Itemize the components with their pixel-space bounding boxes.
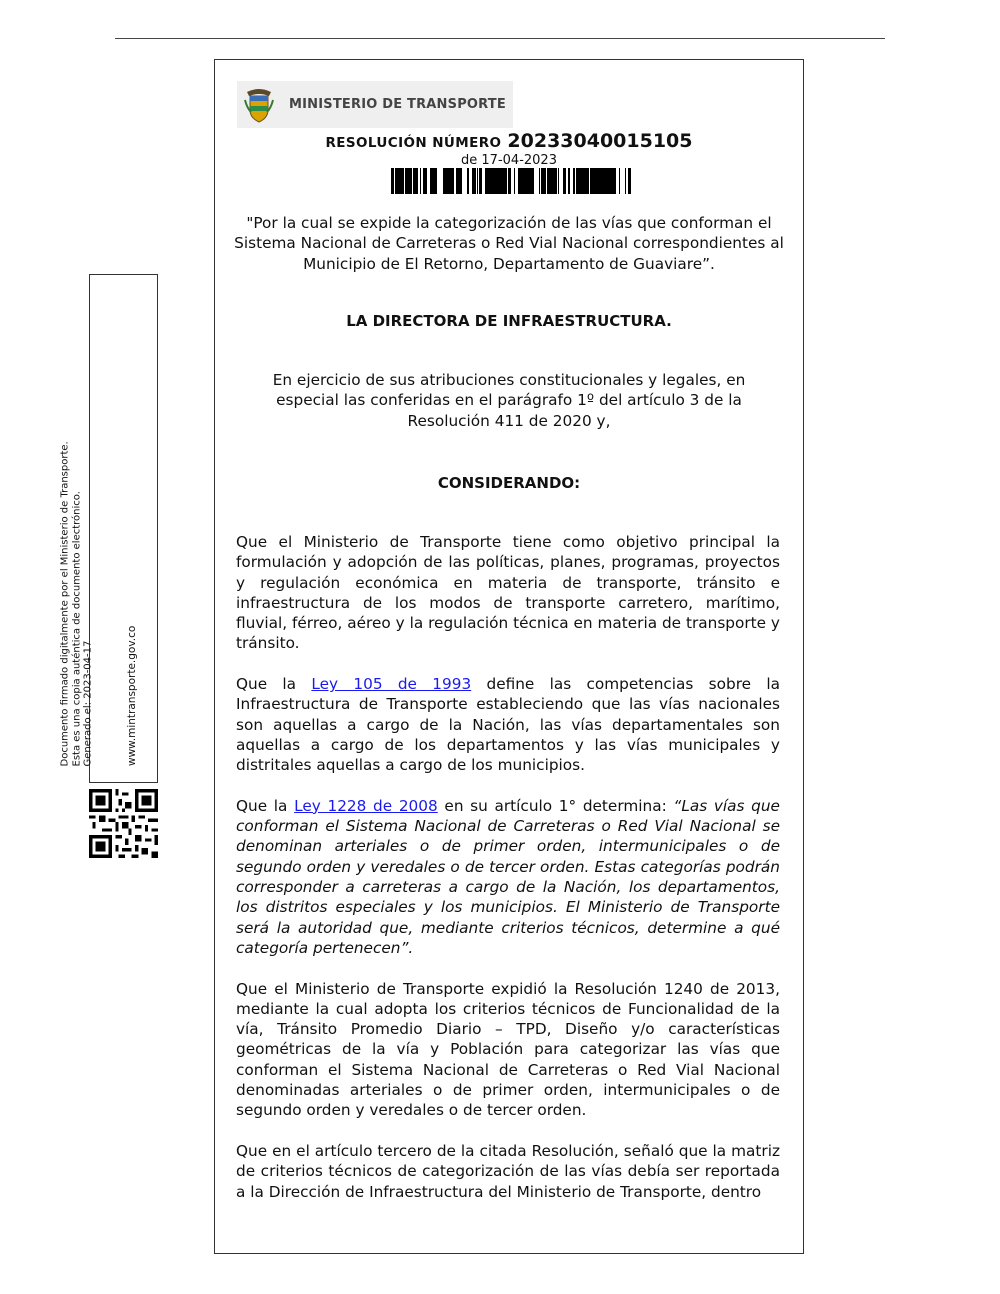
paragraph-4: Que el Ministerio de Transporte expidió la Resolución 1240 de 2013, mediante la cual adopta los criterios técnicos de Funcionalidad de la vía, Tránsito Promedio Diario – TPD, Diseño y/o características geométricas de la vía y Población para categorizar las vías que conforman el Sistema Nacional de Carreteras o Red Vial Nacional denominadas arteriales o de primer orden, intermunicipales o de segundo orden y veredales o de tercer orden. xyxy=(236,979,780,1120)
paragraph-1: Que el Ministerio de Transporte tiene como objetivo principal la formulación y adopción de las políticas, planes, programas, proyectos y regulación económica en materia de transporte, tránsito e infraestructura de los modos de transporte carretero, marítimo, fluvial, férreo, aéreo y la regulación técnica en materia de transporte y tránsito. xyxy=(236,533,780,653)
signature-line-2: Esta es una copia auténtica de documento electrónico. xyxy=(71,490,82,766)
qr-code-icon xyxy=(89,789,158,858)
paragraph-3 xyxy=(236,796,780,958)
ley-1228-2008-link[interactable]: Ley 1228 de 2008 xyxy=(294,796,438,815)
authority-heading: LA DIRECTORA DE INFRAESTRUCTURA. xyxy=(346,312,672,330)
digital-signature-box xyxy=(59,274,158,783)
paragraph-3-quote: “Las vías que conforman el Sistema Nacional de Carreteras o Red Vial Nacional se denominan arteriales o de primer orden, intermunicipales o de segundo orden y veredales o de tercer orden. Estas categorías podrán corresponder a carreteras a cargo de la Nación, los departamentos, los distritos especiales y los municipios. El Ministerio de Transporte será la autoridad que, mediante criterios técnicos, determine a qué categoría pertenecen”. xyxy=(236,796,780,957)
colombia-coat-of-arms-icon xyxy=(243,86,275,124)
website-text: www.mintransporte.gov.co xyxy=(126,625,138,766)
signature-line-1: Documento firmado digitalmente por el Ministerio de Transporte. xyxy=(59,440,71,766)
signature-notice xyxy=(60,441,95,766)
paragraph-5: Que en el artículo tercero de la citada Resolución, señaló que la matriz de criterios técnicos de categorización de las vías debía ser reportada a la Dirección de Infraestructura del Ministerio de Transporte, dentro xyxy=(236,1141,780,1201)
ministry-logo xyxy=(237,81,513,128)
resolution-number: 20233040015105 xyxy=(507,130,693,152)
barcode-icon xyxy=(391,168,631,194)
resolution-label: RESOLUCIÓN NÚMERO xyxy=(325,135,502,151)
signature-line-3: Generado el: 2023-04-17 xyxy=(82,640,94,766)
paragraph-2-end: define las competencias sobre la Infraestructura de Transporte estableciendo que las vías nacionales son aquellas a cargo de la Nación, las vías departamentales son aquellas a cargo de los departamentos y las vías municipales y distritales aquellas a cargo de los municipios. xyxy=(236,675,780,775)
intro-paragraph: En ejercicio de sus atribuciones constitucionales y legales, en especial las conferidas en el parágrafo 1º del artículo 3 de la Resolución 411 de 2020 y, xyxy=(272,371,746,430)
document-page xyxy=(214,59,804,1254)
top-rule xyxy=(115,38,885,39)
resolution-title: "Por la cual se expide la categorización de las vías que conforman el Sistema Nacional de Carreteras o Red Vial Nacional correspondientes al Municipio de El Retorno, Departamento de Guaviare”. xyxy=(234,214,784,273)
resolution-date: de 17-04-2023 xyxy=(461,153,557,168)
ley-105-1993-link[interactable]: Ley 105 de 1993 xyxy=(311,675,472,694)
considering-heading: CONSIDERANDO: xyxy=(437,474,581,492)
paragraph-2 xyxy=(236,674,780,775)
resolution-line xyxy=(215,130,803,152)
paragraph-3-start: Que la xyxy=(236,796,288,815)
paragraph-3-mid: en su artículo 1° determina: xyxy=(444,796,667,815)
ministry-name: MINISTERIO DE TRANSPORTE xyxy=(289,97,506,112)
body-text xyxy=(236,532,780,1222)
paragraph-2-start: Que la xyxy=(236,675,297,694)
